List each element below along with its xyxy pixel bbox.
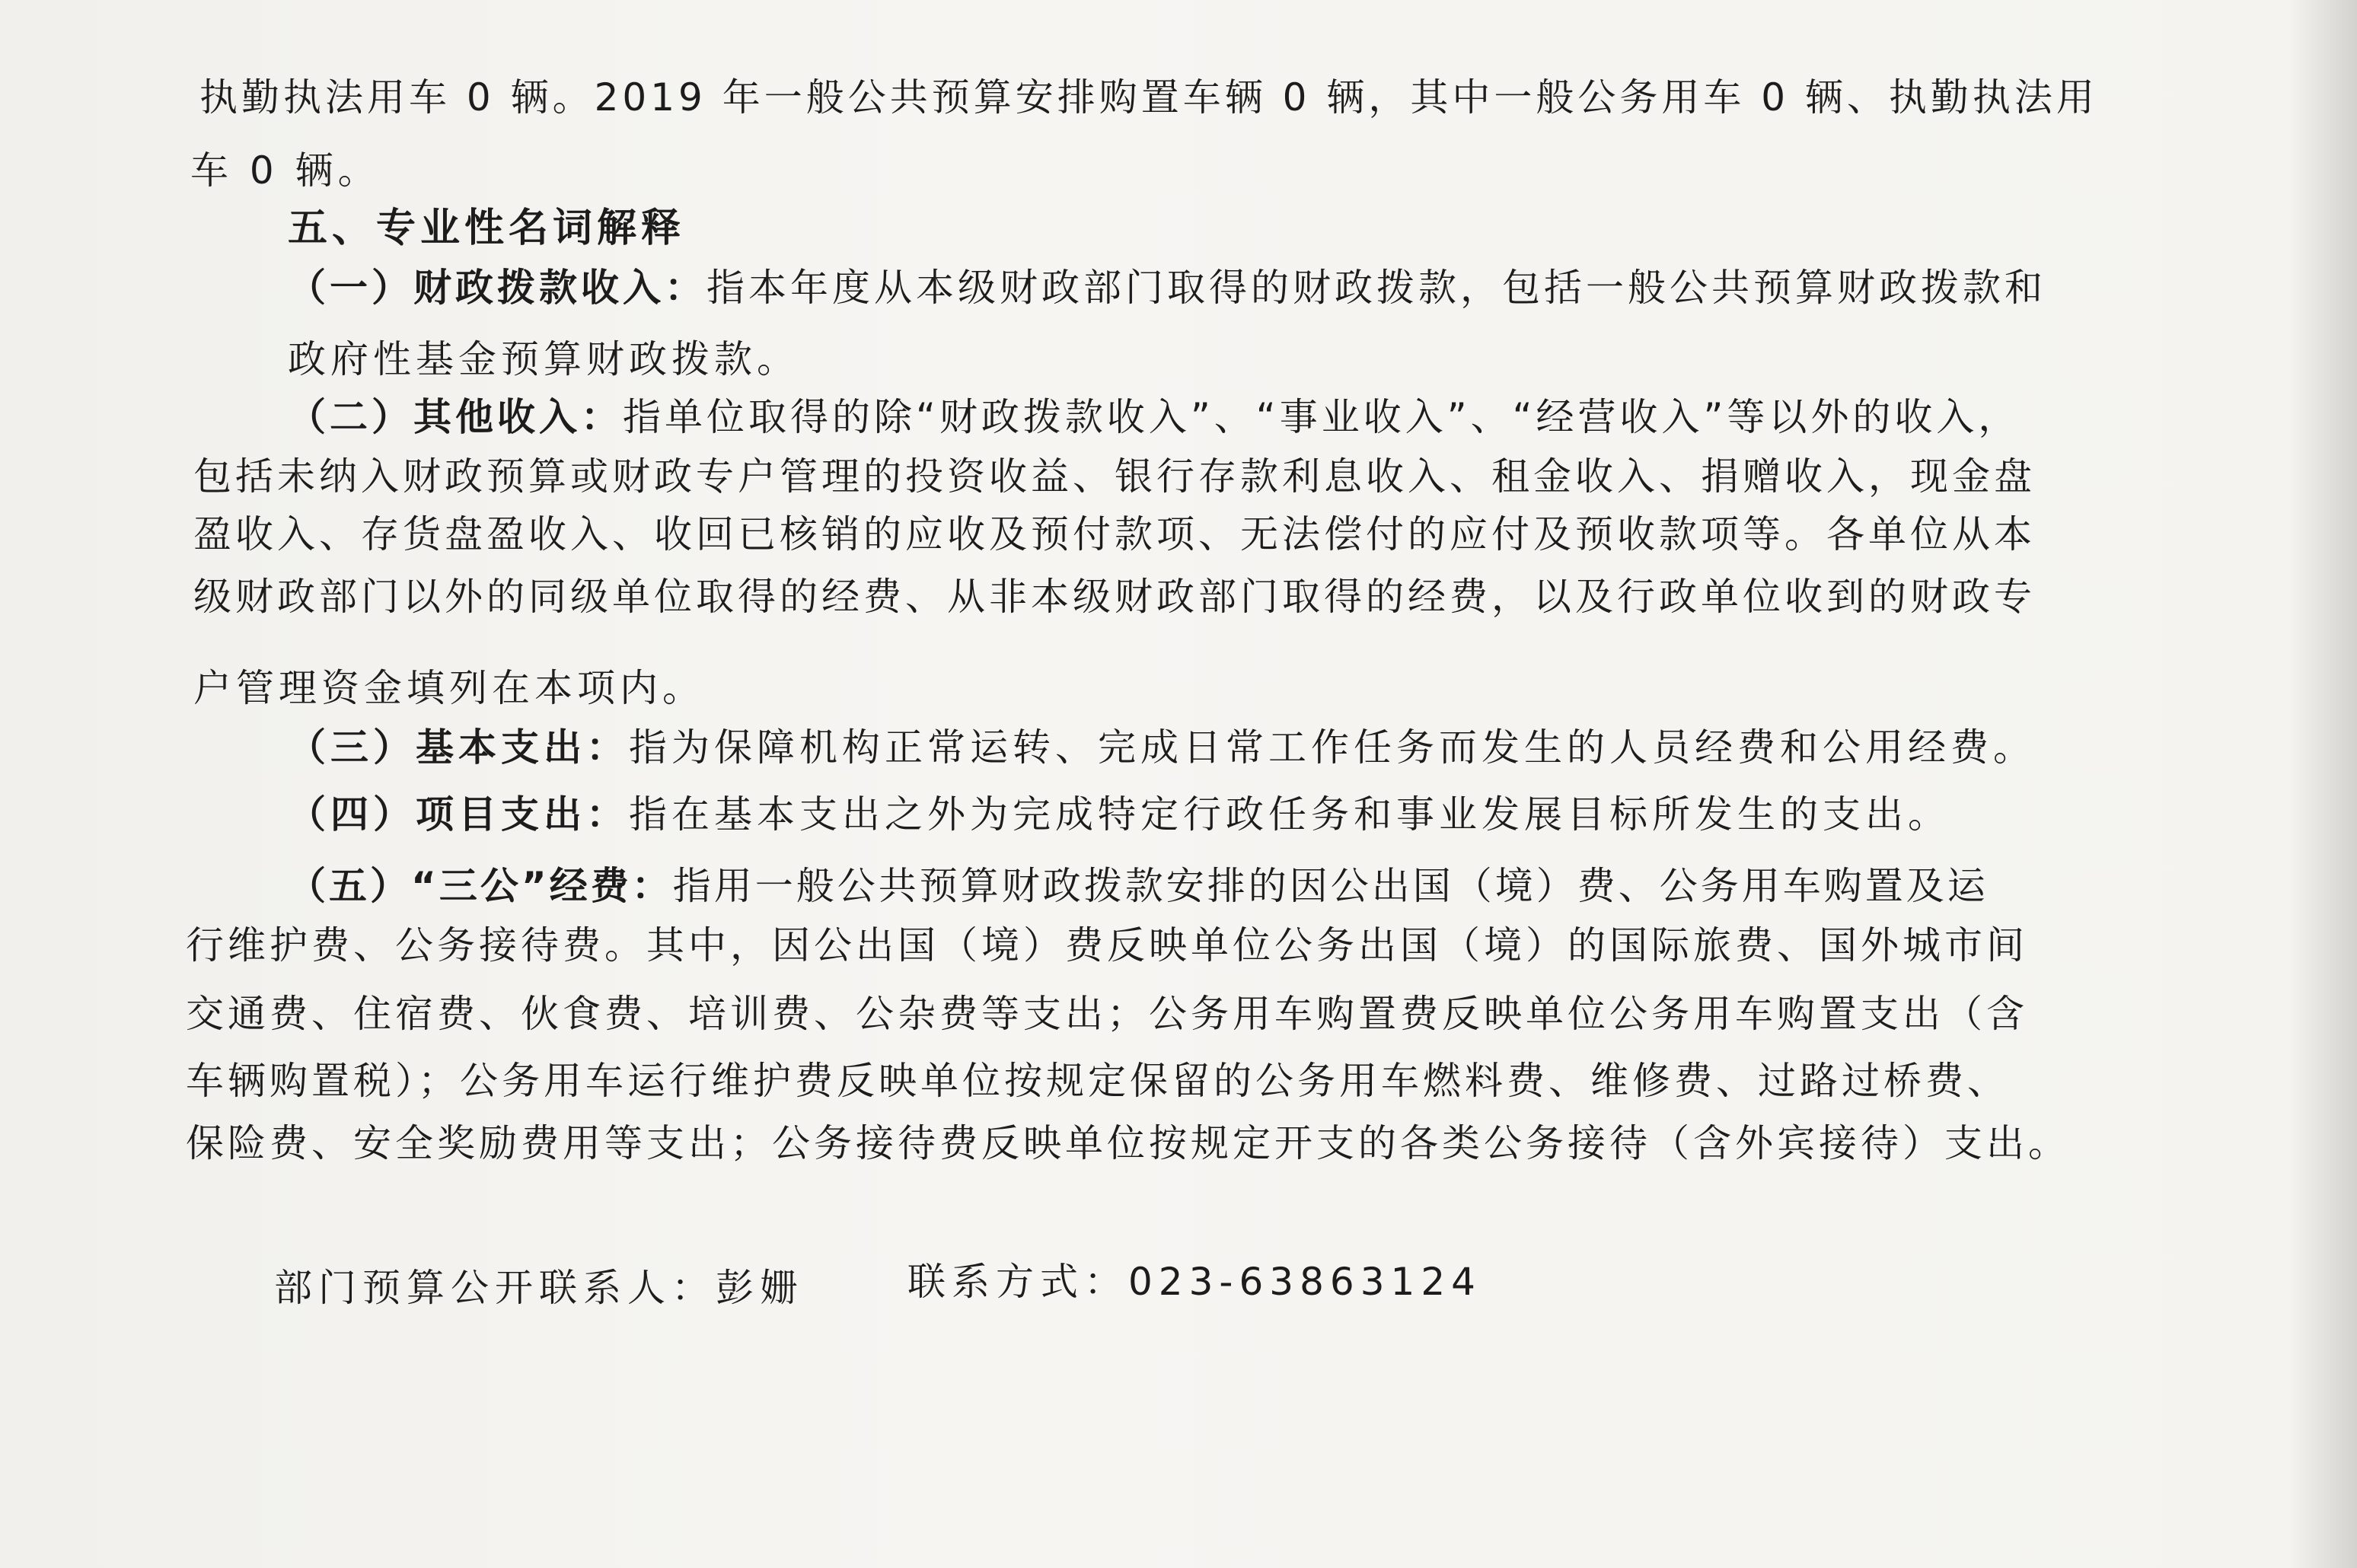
line-text: 级财政部门以外的同级单位取得的经费、从非本级财政部门取得的经费，以及行政单位收到的财政专: [193, 575, 2036, 619]
contact-line: [274, 1264, 804, 1312]
line-text: 车 0 辆。: [190, 148, 381, 193]
line-text: 指在基本支出之外为完成特定行政任务和事业发展目标所发生的支出。: [629, 792, 1950, 837]
contact-method-label: 联系方式：: [907, 1260, 1128, 1304]
contact-method: [907, 1257, 1481, 1306]
line-text: 指为保障机构正常运转、完成日常工作任务而发生的人员经费和公用经费。: [629, 725, 2036, 770]
line-text: 保险费、安全奖励费用等支出；公务接待费反映单位按规定开支的各类公务接待（含外宾接待）支出。: [186, 1121, 2070, 1165]
line-text: 指本年度从本级财政部门取得的财政拨款，包括一般公共预算财政拨款和: [706, 266, 2046, 310]
definition-label: （三）基本支出：: [288, 725, 629, 770]
body-line: [190, 146, 381, 195]
section-heading: [288, 204, 685, 253]
line-text: 指用一般公共预算财政拨款安排的因公出国（境）费、公务用车购置及运: [672, 864, 1989, 908]
definition-label: （一）财政拨款收入：: [288, 266, 706, 310]
line-text: 户管理资金填列在本项内。: [193, 666, 705, 710]
definition-line: [288, 862, 1989, 910]
line-text: 指单位取得的除“财政拨款收入”、“事业收入”、“经营收入”等以外的收入，: [623, 395, 2021, 439]
body-line: [193, 664, 705, 712]
line-text: 行维护费、公务接待费。其中，因公出国（境）费反映单位公务出国（境）的国际旅费、国外城市间: [186, 923, 2028, 967]
definition-line: [288, 723, 2036, 772]
body-line: [193, 572, 2036, 621]
definition-label: （二）其他收入：: [288, 395, 623, 439]
body-line: [193, 510, 2036, 559]
body-line: [199, 73, 2098, 122]
body-line: [186, 990, 2028, 1038]
line-text: 车辆购置税）；公务用车运行维护费反映单位按规定保留的公务用车燃料费、维修费、过路过桥费、: [186, 1059, 2009, 1103]
definition-label: （五）“三公”经费：: [288, 864, 673, 908]
line-text: 政府性基金预算财政拨款。: [288, 337, 799, 381]
definition-line: [288, 790, 1950, 839]
definition-line: [288, 263, 2046, 312]
body-line: [186, 921, 2028, 970]
line-text: 执勤执法用车 0 辆。2019 年一般公共预算安排购置车辆 0 辆，其中一般公务用车 0 辆、执勤执法用: [199, 75, 2098, 120]
line-text: 包括未纳入财政预算或财政专户管理的投资收益、银行存款利息收入、租金收入、捐赠收入，现金盘: [193, 454, 2036, 499]
heading-text: 五、专业性名词解释: [288, 206, 686, 251]
line-text: 盈收入、存货盘盈收入、收回已核销的应收及预付款项、无法偿付的应付及预收款项等。各单位从本: [193, 512, 2036, 556]
body-line: [193, 452, 2036, 501]
contact-person-label: 部门预算公开联系人：: [274, 1266, 716, 1310]
definition-line: [288, 393, 2020, 441]
body-line: [186, 1119, 2070, 1168]
definition-label: （四）项目支出：: [288, 792, 629, 837]
body-line: [186, 1056, 2009, 1105]
page-edge-shadow: [2288, 0, 2357, 1568]
contact-phone: 023-63863124: [1128, 1260, 1481, 1304]
body-line: [288, 335, 799, 384]
line-text: 交通费、住宿费、伙食费、培训费、公杂费等支出；公务用车购置费反映单位公务用车购置支出（含: [186, 992, 2028, 1036]
contact-person-name: 彭姗: [716, 1266, 804, 1310]
